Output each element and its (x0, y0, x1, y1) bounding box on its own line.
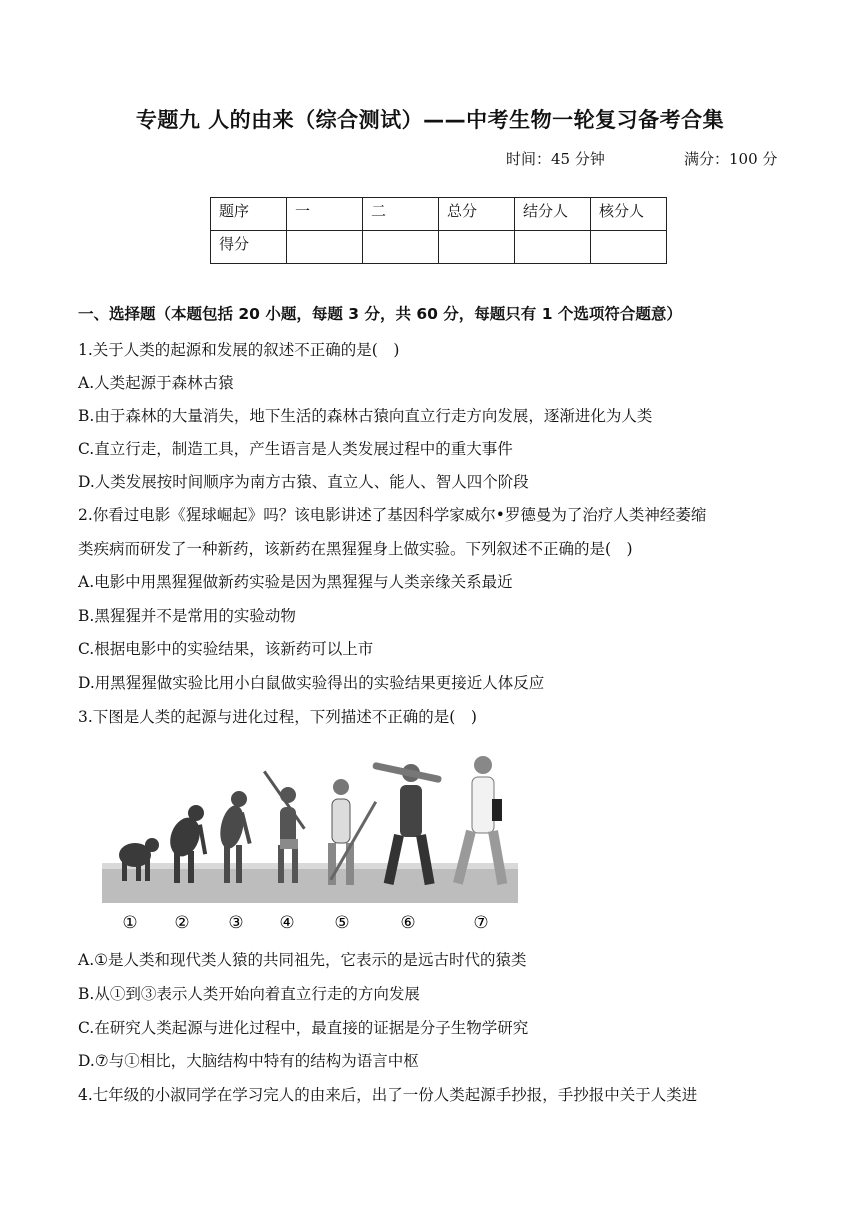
score-table-score-row (211, 231, 667, 264)
score-input-cell[interactable] (439, 231, 515, 264)
table-cell: 总分 (439, 198, 515, 231)
table-cell: 二 (363, 198, 439, 231)
table-cell: 题序 (211, 198, 287, 231)
score-input-cell[interactable] (591, 231, 667, 264)
question-stem: 1.关于人类的起源和发展的叙述不正确的是( ) (78, 341, 400, 359)
option-b: B.黑猩猩并不是常用的实验动物 (78, 607, 296, 625)
ground-highlight (102, 863, 518, 869)
question-stem: 2.你看过电影《猩球崛起》吗？该电影讲述了基因科学家威尔•罗德曼为了治疗人类神经萎缩 (78, 506, 707, 524)
option-d: D.人类发展按时间顺序为南方古猿、直立人、能人、智人四个阶段 (78, 473, 529, 491)
option-b: B.从①到③表示人类开始向着直立行走的方向发展 (78, 985, 420, 1003)
page-title: 专题九 人的由来（综合测试）——中考生物一轮复习备考合集 (135, 108, 725, 132)
table-cell: 一 (287, 198, 363, 231)
table-cell: 结分人 (515, 198, 591, 231)
table-cell: 得分 (211, 231, 287, 264)
figure-label-2: ② (174, 913, 190, 933)
option-a: A.人类起源于森林古猿 (78, 374, 234, 392)
figure-label-6: ⑥ (400, 913, 416, 933)
option-c: C.直立行走，制造工具，产生语言是人类发展过程中的重大事件 (78, 440, 513, 458)
figure-label-3: ③ (228, 913, 244, 933)
figure-label-7: ⑦ (473, 913, 489, 933)
question-stem: 3.下图是人类的起源与进化过程，下列描述不正确的是( ) (78, 708, 477, 726)
option-a: A.①是人类和现代类人猿的共同祖先，它表示的是远古时代的猿类 (78, 951, 527, 969)
score-input-cell[interactable] (287, 231, 363, 264)
score-input-cell[interactable] (363, 231, 439, 264)
option-d: D.⑦与①相比，大脑结构中特有的结构为语言中枢 (78, 1052, 419, 1070)
figure-label-4: ④ (279, 913, 295, 933)
option-b: B.由于森林的大量消失，地下生活的森林古猿向直立行走方向发展，逐渐进化为人类 (78, 407, 653, 425)
option-a: A.电影中用黑猩猩做新药实验是因为黑猩猩与人类亲缘关系最近 (78, 573, 513, 591)
full-score: 满分：100 分 (684, 150, 778, 168)
option-c: C.根据电影中的实验结果，该新药可以上市 (78, 640, 374, 658)
question-stem-continued: 类疾病而研发了一种新药，该新药在黑猩猩身上做实验。下列叙述不正确的是( ) (78, 540, 633, 558)
section-heading: 一、选择题（本题包括 20 小题，每题 3 分，共 60 分，每题只有 1 个选项符合题意） (78, 305, 682, 323)
score-table (210, 197, 667, 264)
figure-label-5: ⑤ (334, 913, 350, 933)
time-limit: 时间：45 分钟 (506, 150, 605, 168)
score-input-cell[interactable] (515, 231, 591, 264)
human-evolution-figure (100, 755, 520, 935)
option-d: D.用黑猩猩做实验比用小白鼠做实验得出的实验结果更接近人体反应 (78, 674, 545, 692)
score-table-header-row (211, 198, 667, 231)
question-stem: 4.七年级的小淑同学在学习完人的由来后，出了一份人类起源手抄报，手抄报中关于人类进 (78, 1086, 698, 1104)
table-cell: 核分人 (591, 198, 667, 231)
figure-label-1: ① (122, 913, 138, 933)
option-c: C.在研究人类起源与进化过程中，最直接的证据是分子生物学研究 (78, 1019, 529, 1037)
